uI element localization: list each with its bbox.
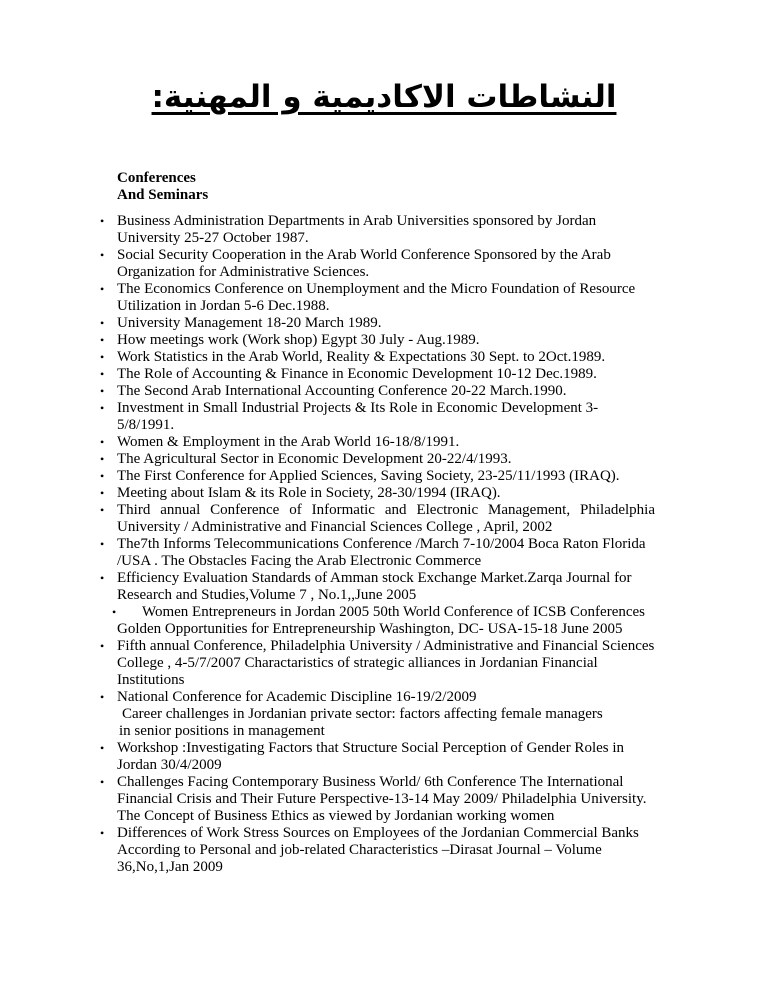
bullet-icon: • xyxy=(100,333,105,347)
list-item: • University Management 18-20 March 1989. xyxy=(100,315,382,331)
bullet-icon: • xyxy=(100,350,105,364)
bullet-icon: • xyxy=(100,571,105,585)
bullet-icon: • xyxy=(100,282,105,296)
list-item: • The Agricultural Sector in Economic Development 20-22/4/1993. xyxy=(100,451,512,467)
bullet-icon: • xyxy=(100,639,105,653)
bullet-icon: • xyxy=(100,503,105,517)
bullet-icon: • xyxy=(100,316,105,330)
bullet-icon: • xyxy=(100,775,105,789)
list-item: • Women Entrepreneurs in Jordan 2005 50th World Conference of ICSB Conferences Golden Opportunities for Entrepreneurship Washington, DC- USA-15-18 June 2005 xyxy=(112,604,646,637)
bullet-icon: • xyxy=(100,452,105,466)
bullet-icon: • xyxy=(100,741,105,755)
bullet-icon: • xyxy=(100,214,105,228)
bullet-icon: • xyxy=(100,826,105,840)
list-item: • The Role of Accounting & Finance in Economic Development 10-12 Dec.1989. xyxy=(100,366,597,382)
list-item: • The Economics Conference on Unemployment and the Micro Foundation of Resource Utilization in Jordan 5-6 Dec.1988. xyxy=(100,281,636,314)
bullet-icon: • xyxy=(100,435,105,449)
bullet-icon: • xyxy=(100,384,105,398)
bullet-icon: • xyxy=(100,367,105,381)
list-item: • Social Security Cooperation in the Arab World Conference Sponsored by the Arab Organization for Administrative Sciences. xyxy=(100,247,611,280)
list-item: • Differences of Work Stress Sources on Employees of the Jordanian Commercial Banks According to Personal and job-related Characteristics –Dirasat Journal – Volume 36,No,1,Jan 2009 xyxy=(100,825,639,875)
conference-list xyxy=(0,213,768,876)
bullet-icon: • xyxy=(112,605,117,619)
bullet-icon: • xyxy=(100,401,105,415)
list-item: • Work Statistics in the Arab World, Reality & Expectations 30 Sept. to 2Oct.1989. xyxy=(100,349,606,365)
list-item: • Challenges Facing Contemporary Business World/ 6th Conference The International Financial Crisis and Their Future Perspective-13-14 May 2009/ Philadelphia University. The Concept of Business Ethics as viewed by Jordanian working women xyxy=(100,774,647,824)
list-item: • Investment in Small Industrial Projects & Its Role in Economic Development 3-5/8/1991. xyxy=(100,400,599,433)
list-item: • The Second Arab International Accounting Conference 20-22 March.1990. xyxy=(100,383,567,399)
list-item: • Fifth annual Conference, Philadelphia University / Administrative and Financial Sciences College , 4-5/7/2007 Charactaristics of strategic alliances in Jordanian Financial Institutions xyxy=(100,638,655,688)
list-item: • Workshop :Investigating Factors that Structure Social Perception of Gender Roles in Jordan 30/4/2009 xyxy=(100,740,625,773)
bullet-icon: • xyxy=(100,690,105,704)
list-item: • National Conference for Academic Discipline 16-19/2/2009 Career challenges in Jordanian private sector: factors affecting female managers in senior positions in management xyxy=(0,689,768,740)
section-heading-line-1: Conferences xyxy=(117,170,196,186)
section-heading xyxy=(117,170,208,204)
list-item-subline: Career challenges in Jordanian private sector: factors affecting female managers xyxy=(122,706,603,722)
list-item: • The7th Informs Telecommunications Conference /March 7-10/2004 Boca Raton Florida /USA . The Obstacles Facing the Arab Electronic Commerce xyxy=(100,536,646,569)
list-item: • Meeting about Islam & its Role in Society, 28-30/1994 (IRAQ). xyxy=(100,485,501,501)
bullet-icon: • xyxy=(100,486,105,500)
bullet-icon: • xyxy=(100,537,105,551)
arabic-heading: النشاطات الاكاديمية و المهنية: xyxy=(151,79,617,115)
page-title xyxy=(0,79,768,115)
list-item-subline: in senior positions in management xyxy=(119,723,325,739)
list-item: • Third annual Conference of Informatic and Electronic Management, Philadelphia University / Administrative and Financial Sciences College , April, 2002 xyxy=(100,502,655,535)
bullet-icon: • xyxy=(100,469,105,483)
list-item: • The First Conference for Applied Sciences, Saving Society, 23-25/11/1993 (IRAQ). xyxy=(100,468,620,484)
section-heading-line-2: And Seminars xyxy=(117,187,209,203)
list-item: • Business Administration Departments in Arab Universities sponsored by Jordan University 25-27 October 1987. xyxy=(100,213,597,246)
list-item: • How meetings work (Work shop) Egypt 30 July - Aug.1989. xyxy=(100,332,480,348)
bullet-icon: • xyxy=(100,248,105,262)
list-item: • Efficiency Evaluation Standards of Amman stock Exchange Market.Zarqa Journal for Research and Studies,Volume 7 , No.1,,June 2005 xyxy=(100,570,632,603)
list-item: • Women & Employment in the Arab World 16-18/8/1991. xyxy=(100,434,460,450)
